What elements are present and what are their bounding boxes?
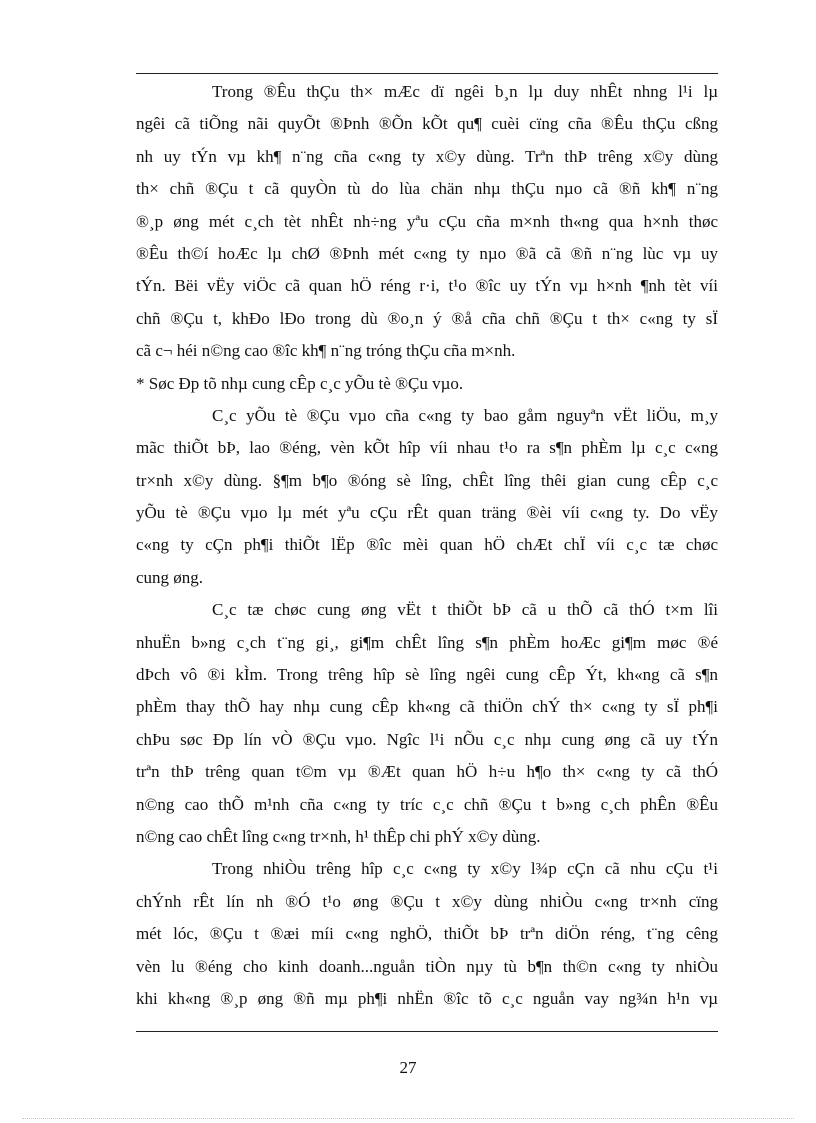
- text-line: yÕu tè ®Çu vµo lµ mét yªu cÇu rÊt quan träng ®èi víi c«ng ty. Do vËy: [136, 503, 718, 523]
- text-line: nh uy tÝn vµ kh¶ n¨ng cña c«ng ty x©y dùng. Trªn thÞ trêng x©y dùng: [136, 146, 718, 166]
- text-line: n©ng cao thÕ m¹nh cña c«ng ty tríc c¸c chñ ®Çu t b»ng c¸ch phÊn ®Êu: [136, 794, 718, 814]
- text-line: ngêi cã tiÕng nãi quyÕt ®Þnh ®Õn kÕt qu¶ cuèi cïng cña ®Êu thÇu cßng: [136, 114, 718, 134]
- text-line: chÝnh rÊt lín nh ®Ó t¹o øng ®Çu t x©y dùng nhiÒu c«ng tr×nh cïng: [136, 891, 718, 911]
- text-line: phÈm thay thÕ hay nhµ cung cÊp kh«ng cã thiÖn chÝ th× c«ng ty sÏ ph¶i: [136, 697, 718, 717]
- text-line: tÝn. Bëi vËy viÖc cã quan hÖ réng r·i, t¹o ®îc uy tÝn vµ h×nh ¶nh tèt víi: [136, 276, 718, 296]
- text-line: chÞu søc Ðp lín vÒ ®Çu vµo. Ngîc l¹i nÕu c¸c nhµ cung øng cã uy tÝn: [136, 729, 718, 749]
- text-line: c«ng ty cÇn ph¶i thiÕt lËp ®îc mèi quan hÖ chÆt chÏ víi c¸c tæ chøc: [136, 535, 718, 555]
- text-line: * Søc Ðp tõ nhµ cung cÊp c¸c yÕu tè ®Çu vµo.: [136, 373, 464, 393]
- text-line: mãc thiÕt bÞ, lao ®éng, vèn kÕt hîp víi nhau t¹o ra s¶n phÈm lµ c¸c c«ng: [136, 438, 718, 458]
- text-line: C¸c tæ chøc cung øng vËt t thiÕt bÞ cã u thÕ cã thÓ t×m lîi: [212, 600, 718, 620]
- text-line: khi kh«ng ®¸p øng ®ñ mµ ph¶i nhËn ®îc tõ c¸c nguån vay ng¾n h¹n vµ: [136, 988, 718, 1008]
- text-line: C¸c yÕu tè ®Çu vµo cña c«ng ty bao gåm nguyªn vËt liÖu, m¸y: [212, 405, 718, 425]
- text-line: trªn thÞ trêng quan t©m vµ ®Æt quan hÖ h÷u h¶o th× c«ng ty cã thÓ: [136, 762, 718, 782]
- page-edge-divider: [22, 1118, 794, 1119]
- body-text: [136, 76, 718, 1015]
- header-rule: [136, 73, 718, 74]
- text-line: ®Êu th©í hoÆc lµ chØ ®Þnh mét c«ng ty nµo ®ã cã ®ñ n¨ng lùc vµ uy: [136, 243, 718, 263]
- text-line: Trong ®Êu thÇu th× mÆc dï ngêi b¸n lµ duy nhÊt nhng l¹i lµ: [212, 82, 718, 101]
- footer-rule: [136, 1031, 718, 1032]
- page-number: 27: [399, 1058, 417, 1077]
- text-line: cung øng.: [136, 567, 204, 587]
- text-line: ®¸p øng mét c¸ch tèt nhÊt nh÷ng yªu cÇu cña m×nh th«ng qua h×nh thøc: [136, 211, 718, 231]
- text-line: n©ng cao chÊt lîng c«ng tr×nh, h¹ thÊp chi phÝ x©y dùng.: [136, 826, 541, 846]
- text-line: dÞch vô ®i kÌm. Trong trêng hîp sè lîng ngêi cung cÊp Ýt, kh«ng cã s¶n: [136, 665, 718, 685]
- text-line: cã c¬ héi n©ng cao ®îc kh¶ n¨ng tróng thÇu cña m×nh.: [136, 341, 516, 361]
- text-line: chñ ®Çu t, khÐo lÐo trong dù ®o¸n ý ®å cña chñ ®Çu t th× c«ng ty sÏ: [136, 308, 718, 328]
- text-line: th× chñ ®Çu t cã quyÒn tù do lùa chän nhµ thÇu nµo cã ®ñ kh¶ n¨ng: [136, 179, 718, 199]
- text-line: mét lóc, ®Çu t ®æi míi c«ng nghÖ, thiÕt bÞ trªn diÖn réng, t¨ng cêng: [136, 924, 718, 944]
- text-line: vèn lu ®éng cho kinh doanh...nguån tiÒn nµy tù b¶n th©n c«ng ty nhiÒu: [136, 956, 718, 976]
- text-line: tr×nh x©y dùng. §¶m b¶o ®óng sè lîng, chÊt lîng thêi gian cung cÊp c¸c: [136, 470, 718, 490]
- text-line: nhuËn b»ng c¸ch t¨ng gi¸, gi¶m chÊt lîng s¶n phÈm hoÆc gi¶m møc ®é: [136, 632, 718, 652]
- text-line: Trong nhiÒu trêng hîp c¸c c«ng ty x©y l¾p cÇn cã nhu cÇu t¹i: [212, 859, 718, 879]
